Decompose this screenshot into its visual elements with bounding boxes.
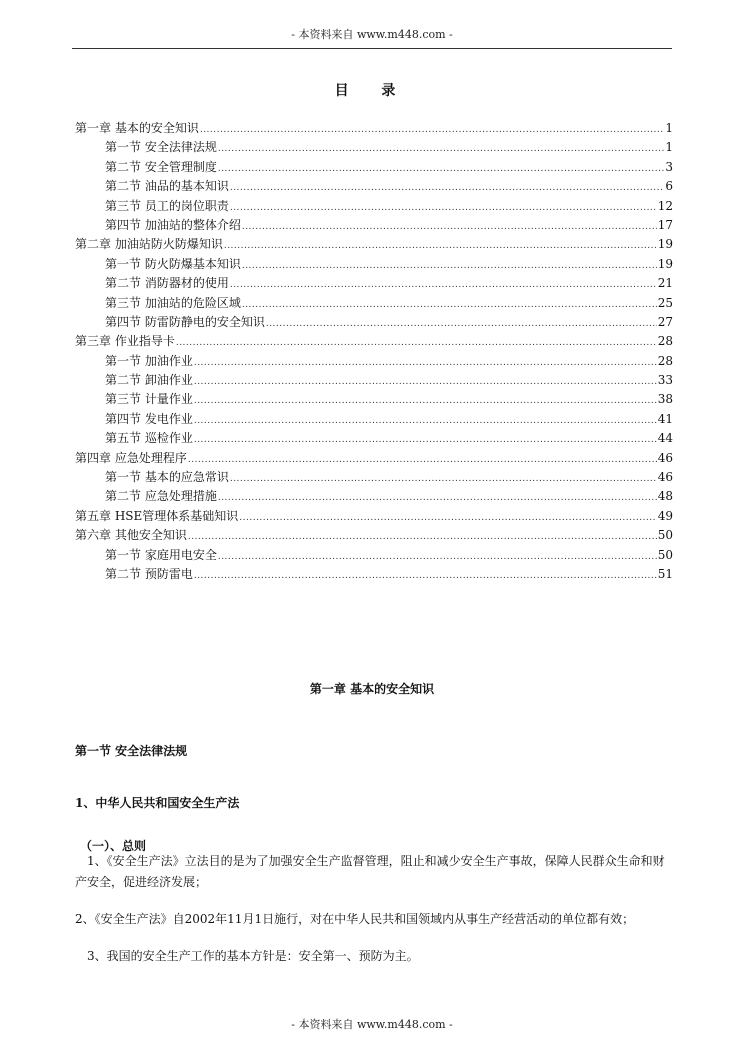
toc-leader-dots [230,276,657,295]
toc-leader-dots [218,140,665,159]
toc-entry-page: 17 [657,217,673,232]
toc-entry-label: 第五章 HSE管理体系基础知识 [75,508,239,523]
toc-entry-page: 3 [665,159,673,174]
toc-leader-dots [242,257,657,276]
toc-leader-dots [224,237,657,256]
paragraph-3: 3、我国的安全生产工作的基本方针是：安全第一、预防为主。 [87,949,419,963]
toc-entry-label: 第二节 安全管理制度 [105,159,217,174]
toc-entry-page: 46 [657,470,673,485]
toc-entry-label: 第四章 应急处理程序 [75,450,187,465]
toc-entry[interactable] [75,468,673,487]
toc-entry-label: 第五节 巡检作业 [105,431,193,446]
toc-entry-page: 50 [657,547,673,562]
toc-entry-label: 第三章 作业指导卡 [75,334,175,349]
toc-entry-page: 19 [657,256,673,271]
toc-entry[interactable] [75,294,673,313]
toc-entry[interactable] [75,507,673,526]
toc-leader-dots [176,334,657,353]
toc-entry-page: 41 [657,411,673,426]
law-title: 1、中华人民共和国安全生产法 [75,796,240,810]
toc-entry-label: 第一节 基本的应急常识 [105,470,229,485]
toc-leader-dots [266,315,657,334]
toc-entry-label: 第二节 预防雷电 [105,566,193,581]
chapter-title: 第一章 基本的安全知识 [309,682,435,696]
toc-entry[interactable] [75,158,673,177]
subsection-heading: （一）、总则 [80,839,147,853]
toc-entry[interactable] [75,177,673,196]
toc-entry-page: 21 [657,276,673,291]
toc-entry-page: 28 [657,334,673,349]
toc-entry[interactable] [75,216,673,235]
toc-entry-page: 25 [657,295,673,310]
toc-entry-label: 第一节 安全法律法规 [105,140,217,155]
toc-entry[interactable] [75,410,673,429]
toc-entry[interactable] [75,526,673,545]
toc-leader-dots [188,528,657,547]
toc-leader-dots [230,470,657,489]
toc-leader-dots [194,412,657,431]
toc-entry-page: 33 [657,373,673,388]
toc-entry[interactable] [75,429,673,448]
toc-entry[interactable] [75,313,673,332]
toc-entry-label: 第一节 家庭用电安全 [105,547,217,562]
toc-entry-page: 49 [657,508,673,523]
toc-leader-dots [218,489,657,508]
toc-leader-dots [194,567,657,586]
toc-entry-label: 第二节 应急处理措施 [105,489,217,504]
toc-leader-dots [239,509,656,528]
toc-entry[interactable] [75,565,673,584]
toc-entry-label: 第四节 发电作业 [105,411,193,426]
toc-entry-label: 第一章 基本的安全知识 [75,121,199,135]
toc-entry-label: 第二节 卸油作业 [105,373,193,388]
toc-entry-label: 第一节 加油作业 [105,353,193,368]
toc-leader-dots [194,354,657,373]
paragraph-2: 2、《安全生产法》自2002年11月1日施行，对在中华人民共和国领域内从事生产经营活动的单位都有效； [75,912,635,926]
toc-entry-page: 46 [657,450,673,465]
toc-leader-dots [242,296,657,315]
toc-entry-page: 27 [657,314,673,329]
toc-leader-dots [230,179,665,198]
toc-leader-dots [218,548,657,567]
toc-entry-page: 51 [657,566,673,581]
toc-entry-page: 50 [657,528,673,543]
toc-entry-page: 28 [657,353,673,368]
toc-entry[interactable] [75,449,673,468]
toc-entry-page: 38 [657,392,673,407]
toc-entry-page: 12 [657,198,673,213]
toc-entry-label: 第二节 油品的基本知识 [105,179,229,194]
toc-entry-label: 第四节 加油站的整体介绍 [105,217,241,232]
toc-entry-label: 第三节 员工的岗位职责 [105,198,229,213]
toc-entry[interactable] [75,274,673,293]
toc-entry-page: 6 [665,179,673,194]
toc-entry-label: 第三节 计量作业 [105,392,193,407]
toc-entry-page: 1 [665,121,673,135]
table-of-contents [75,119,673,584]
toc-entry-page: 48 [657,489,673,504]
toc-entry-label: 第六章 其他安全知识 [75,528,187,543]
toc-leader-dots [242,218,657,237]
toc-entry[interactable] [75,197,673,216]
toc-leader-dots [194,373,657,392]
section-title: 第一节 安全法律法规 [75,744,188,758]
toc-entry[interactable] [75,390,673,409]
toc-entry-label: 第三节 加油站的危险区域 [105,295,241,310]
toc-entry[interactable] [75,487,673,506]
toc-entry[interactable] [75,352,673,371]
toc-leader-dots [194,431,657,450]
toc-entry-label: 第四节 防雷防静电的安全知识 [105,314,265,329]
toc-entry[interactable] [75,332,673,351]
toc-entry[interactable] [75,255,673,274]
toc-entry-page: 19 [657,237,673,252]
toc-leader-dots [230,199,657,218]
toc-entry[interactable] [75,138,673,157]
page-footer: - 本资料来自 www.m448.com - [291,1018,453,1031]
toc-entry[interactable] [75,235,673,254]
toc-entry[interactable] [75,371,673,390]
page-header: - 本资料来自 www.m448.com - [72,26,672,49]
toc-leader-dots [218,160,665,179]
toc-entry[interactable] [75,546,673,565]
paragraph-1: 1、《安全生产法》立法目的是为了加强安全生产监督管理，阻止和减少安全生产事故，保障人民群众生命和财产安全，促进经济发展； [75,854,665,889]
toc-leader-dots [188,451,657,470]
toc-entry-label: 第二章 加油站防火防爆知识 [75,237,223,252]
toc-entry-page: 1 [665,140,673,155]
toc-entry[interactable] [75,119,673,138]
toc-leader-dots [200,121,665,140]
toc-entry-page: 44 [657,431,673,446]
toc-entry-label: 第二节 消防器材的使用 [105,276,229,291]
toc-entry-label: 第一节 防火防爆基本知识 [105,256,241,271]
toc-title: 目 录 [334,83,410,99]
toc-leader-dots [194,392,657,411]
